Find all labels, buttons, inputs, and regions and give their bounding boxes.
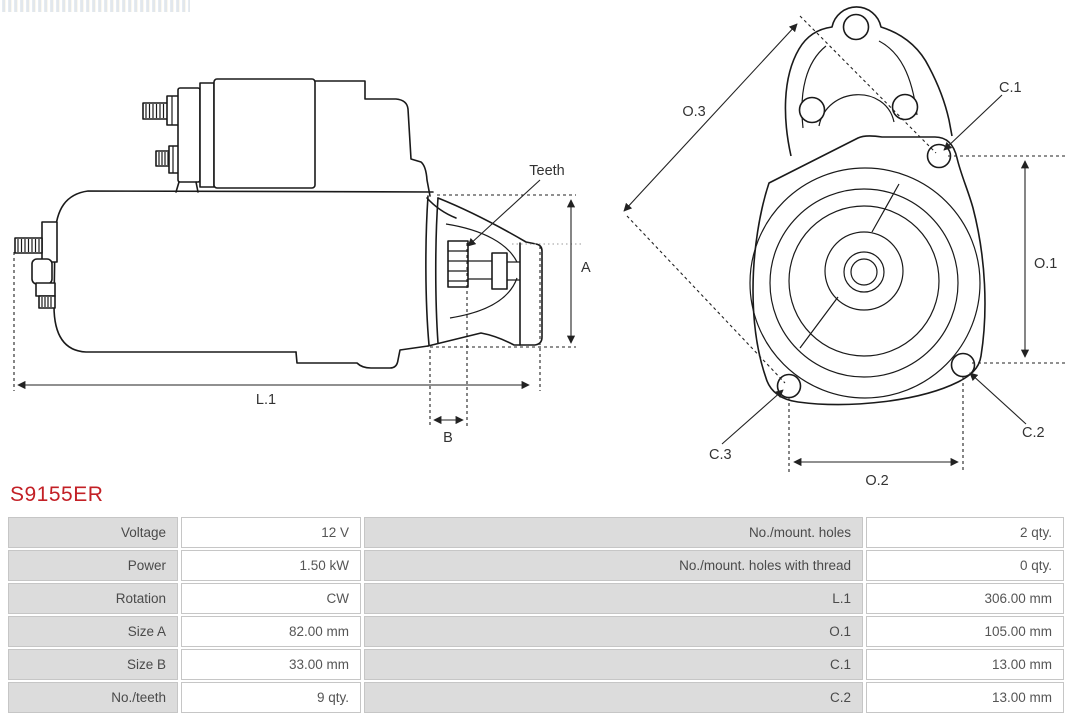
dim-label-o3: O.3 <box>682 104 706 120</box>
spec-value: 82.00 mm <box>181 616 361 647</box>
spec-label: Size A <box>8 616 178 647</box>
dim-label-o2: O.2 <box>865 473 889 489</box>
spec-label: Rotation <box>8 583 178 614</box>
dim-label-b: B <box>443 430 453 446</box>
spec-value: 13.00 mm <box>866 649 1064 680</box>
dim-label-a: A <box>581 260 591 276</box>
dim-label-c1: C.1 <box>999 80 1022 96</box>
dim-label-l1: L.1 <box>255 392 277 408</box>
spec-label: L.1 <box>364 583 863 614</box>
spec-value: CW <box>181 583 361 614</box>
spec-label: No./mount. holes <box>364 517 863 548</box>
spec-label: O.1 <box>364 616 863 647</box>
spec-value: 13.00 mm <box>866 682 1064 713</box>
spec-value: 1.50 kW <box>181 550 361 581</box>
part-number: S9155ER <box>10 483 104 506</box>
spec-value: 2 qty. <box>866 517 1064 548</box>
spec-value: 105.00 mm <box>866 616 1064 647</box>
side-view-drawing <box>15 79 542 368</box>
dim-label-teeth: Teeth <box>529 163 565 179</box>
spec-value: 33.00 mm <box>181 649 361 680</box>
spec-label: Power <box>8 550 178 581</box>
dim-label-c3: C.3 <box>709 447 732 463</box>
spec-value: 9 qty. <box>181 682 361 713</box>
dim-label-c2: C.2 <box>1022 425 1045 441</box>
logo-remnant <box>2 0 190 12</box>
spec-table <box>8 517 1064 713</box>
front-view-drawing <box>750 7 985 405</box>
spec-label: Size B <box>8 649 178 680</box>
spec-label: C.2 <box>364 682 863 713</box>
spec-value: 0 qty. <box>866 550 1064 581</box>
spec-label: Voltage <box>8 517 178 548</box>
spec-label: No./mount. holes with thread <box>364 550 863 581</box>
spec-value: 306.00 mm <box>866 583 1064 614</box>
spec-label: No./teeth <box>8 682 178 713</box>
dim-label-o1: O.1 <box>1034 256 1058 272</box>
spec-value: 12 V <box>181 517 361 548</box>
side-view-dimensions <box>14 163 591 446</box>
spec-label: C.1 <box>364 649 863 680</box>
